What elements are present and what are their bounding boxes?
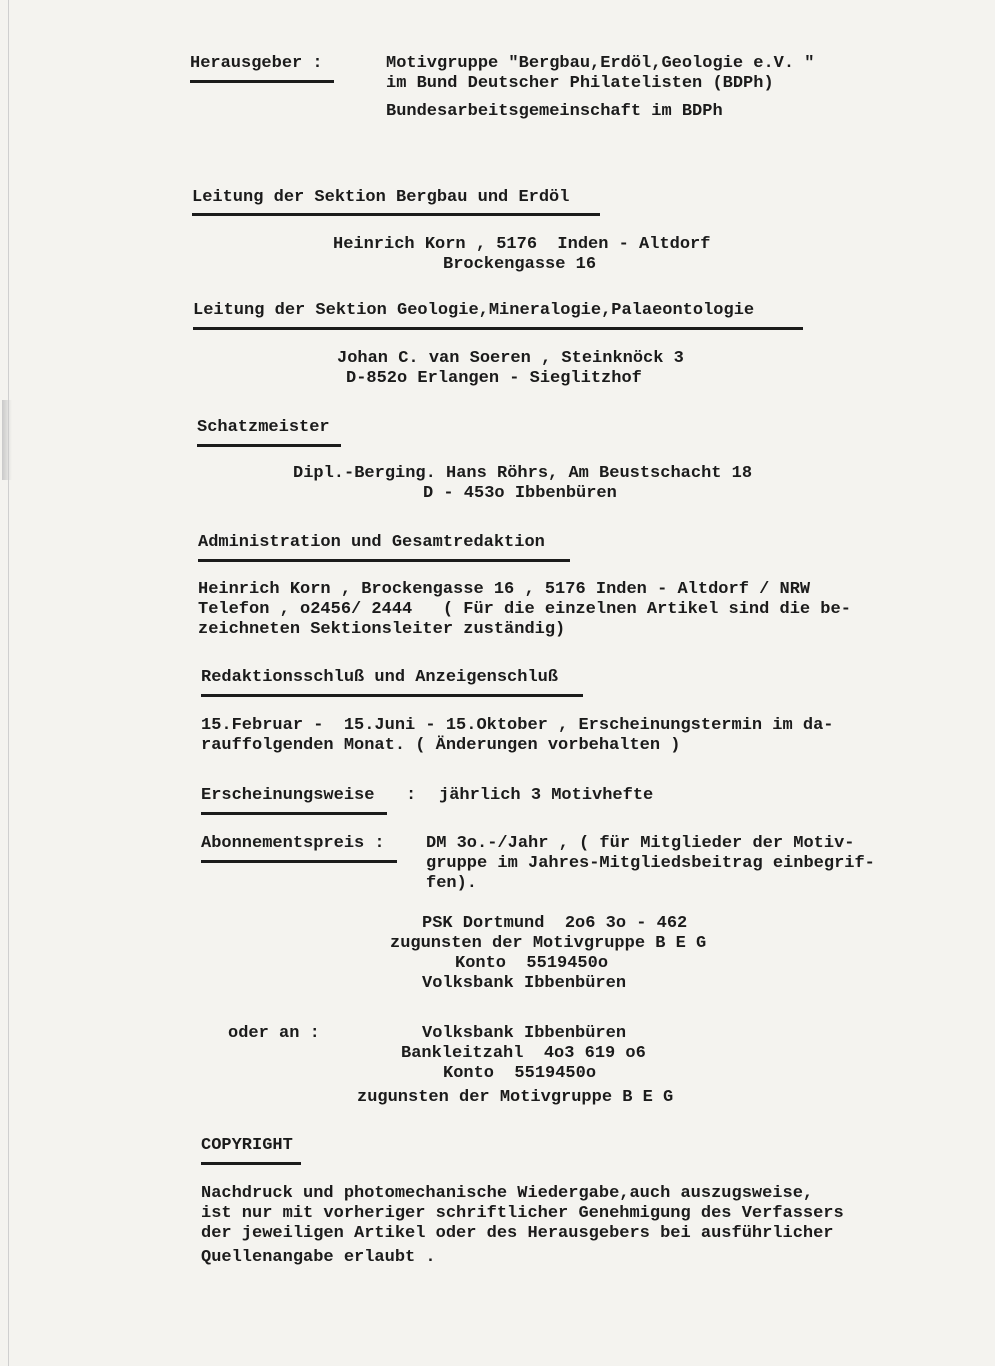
section-geology-line-1: Johan C. van Soeren , Steinknöck 3: [337, 349, 684, 368]
publisher-underline: [190, 80, 334, 83]
administration-heading: Administration und Gesamtredaktion: [198, 533, 545, 552]
publisher-label: Herausgeber :: [190, 54, 323, 73]
section-geology-line-2: D-852o Erlangen - Sieglitzhof: [346, 369, 642, 388]
copyright-line-1: Nachdruck und photomechanische Wiedergabe,auch auszugsweise,: [201, 1184, 814, 1203]
section-geology-heading: Leitung der Sektion Geologie,Mineralogie,Palaeontologie: [193, 301, 755, 320]
copyright-heading: COPYRIGHT: [201, 1136, 293, 1155]
subscription-underline: [201, 860, 397, 863]
publisher-line-3: Bundesarbeitsgemeinschaft im BDPh: [386, 102, 723, 121]
bank1-line-2: zugunsten der Motivgruppe B E G: [390, 934, 707, 953]
subscription-line-3: fen).: [426, 874, 478, 893]
deadlines-heading: Redaktionsschluß und Anzeigenschluß: [201, 668, 559, 687]
bank2-line-3: Konto 5519450o: [443, 1064, 597, 1083]
bank1-line-3: Konto 5519450o: [455, 954, 609, 973]
bank2-line-4: zugunsten der Motivgruppe B E G: [357, 1088, 674, 1107]
publication-colon: :: [406, 786, 417, 805]
treasurer-line-1: Dipl.-Berging. Hans Röhrs, Am Beustschacht 18: [293, 464, 753, 483]
section-geology-underline: [193, 327, 803, 330]
treasurer-line-2: D - 453o Ibbenbüren: [423, 484, 617, 503]
treasurer-heading: Schatzmeister: [197, 418, 330, 437]
copyright-line-3: der jeweiligen Artikel oder des Herausgebers bei ausführlicher: [201, 1224, 834, 1243]
section-mining-heading: Leitung der Sektion Bergbau und Erdöl: [192, 188, 570, 207]
administration-line-2: Telefon , o2456/ 2444 ( Für die einzelnen Artikel sind die be-: [198, 600, 851, 619]
publisher-line-2: im Bund Deutscher Philatelisten (BDPh): [386, 74, 774, 93]
bank1-line-4: Volksbank Ibbenbüren: [422, 974, 627, 993]
bank2-line-1: Volksbank Ibbenbüren: [422, 1024, 627, 1043]
section-mining-line-1: Heinrich Korn , 5176 Inden - Altdorf: [333, 235, 711, 254]
administration-underline: [198, 559, 570, 562]
administration-line-1: Heinrich Korn , Brockengasse 16 , 5176 Inden - Altdorf / NRW: [198, 580, 811, 599]
administration-line-3: zeichneten Sektionsleiter zuständig): [198, 620, 566, 639]
subscription-label: Abonnementspreis :: [201, 834, 385, 853]
or-label: oder an :: [228, 1024, 320, 1043]
copyright-line-4: Quellenangabe erlaubt .: [201, 1248, 436, 1267]
deadlines-underline: [201, 694, 583, 697]
page-edge-shadow: [8, 0, 9, 1366]
publisher-line-1: Motivgruppe "Bergbau,Erdöl,Geologie e.V. ": [386, 54, 815, 73]
bank2-line-2: Bankleitzahl 4o3 619 o6: [401, 1044, 646, 1063]
subscription-line-2: gruppe im Jahres-Mitgliedsbeitrag einbegrif-: [426, 854, 875, 873]
copyright-line-2: ist nur mit vorheriger schriftlicher Genehmigung des Verfassers: [201, 1204, 844, 1223]
page-edge-scan-artifact: [2, 400, 12, 480]
publication-underline: [201, 812, 387, 815]
treasurer-underline: [197, 444, 341, 447]
section-mining-line-2: Brockengasse 16: [443, 255, 597, 274]
bank1-line-1: PSK Dortmund 2o6 3o - 462: [422, 914, 688, 933]
section-mining-underline: [192, 213, 600, 216]
copyright-underline: [201, 1162, 301, 1165]
subscription-line-1: DM 3o.-/Jahr , ( für Mitglieder der Motiv-: [426, 834, 855, 853]
publication-label: Erscheinungsweise: [201, 786, 375, 805]
deadlines-line-1: 15.Februar - 15.Juni - 15.Oktober , Erscheinungstermin im da-: [201, 716, 834, 735]
deadlines-line-2: rauffolgenden Monat. ( Änderungen vorbehalten ): [201, 736, 681, 755]
publication-value: jährlich 3 Motivhefte: [439, 786, 654, 805]
